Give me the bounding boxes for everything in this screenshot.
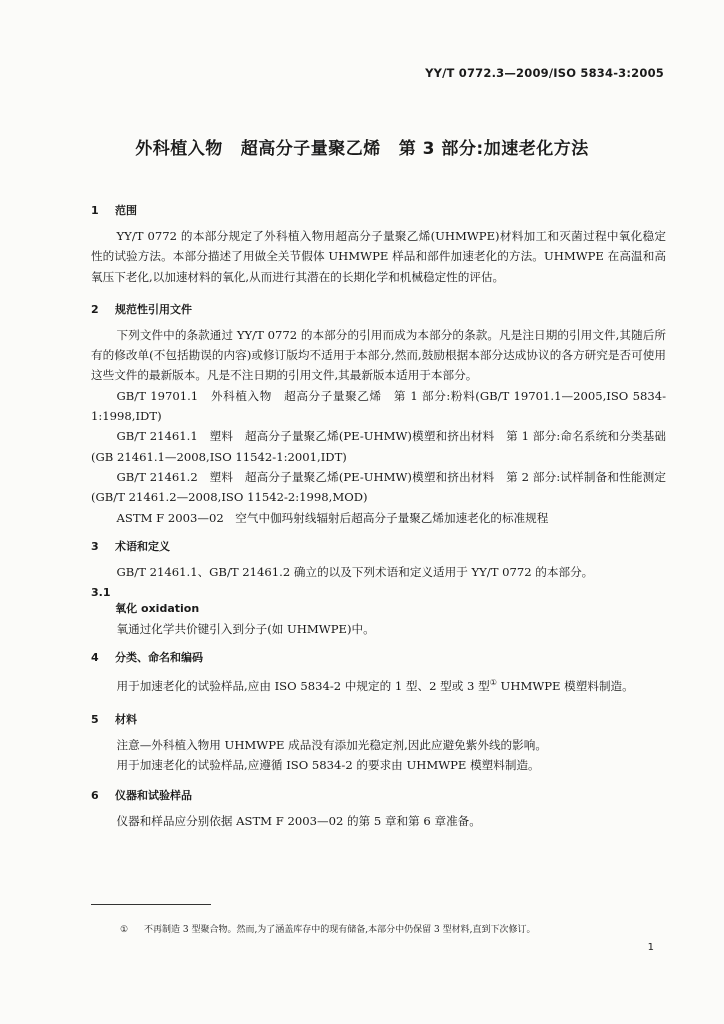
section-title: 范围 [115,204,137,217]
section-number: 2 [91,302,99,316]
footnote [120,922,666,935]
section-2-paragraph: 下列文件中的条款通过 YY/T 0772 的本部分的引用而成为本部分的条款。凡是注日期的引用文件,其随后所有的修改单(不包括勘误的内容)或修订版均不适用于本部分,然而,鼓励根据本部分达成协议的各方研究是否可使用这些文件的最新版本。凡是不注日期的引用文件,其最新版本适用于本部分。 [91,327,666,383]
section-6-heading [91,787,666,803]
title-part-1: 外科植入物 [135,139,223,159]
reference-item: GB/T 21461.2 塑料 超高分子量聚乙烯(PE-UHMW)模塑和挤出材料 第 2 部分:试样制备和性能测定(GB/T 21461.2—2008,ISO 11542-2:1998,MOD) [91,469,666,505]
paragraph-text: UHMWPE 模塑料制造。 [496,679,634,694]
section-5-paragraph: 用于加速老化的试验样品,应遵循 ISO 5834-2 的要求由 UHMWPE 模塑料制造。 [116,757,540,772]
term-entry: 氧化 oxidation [115,602,200,616]
section-3-heading [91,538,666,554]
reference-item: ASTM F 2003—02 空气中伽玛射线辐射后超高分子量聚乙烯加速老化的标准规程 [116,510,549,525]
section-6-paragraph: 仪器和样品应分别依据 ASTM F 2003—02 的第 5 章和第 6 章准备。 [116,814,481,829]
section-number: 4 [91,651,99,665]
term-definition: 氧通过化学共价键引入到分子(如 UHMWPE)中。 [116,622,375,637]
footnote-text: 不再制造 3 型聚合物。然而,为了涵盖库存中的现有储备,本部分中仍保留 3 型材料,直到下次修订。 [144,925,536,935]
section-5-heading [91,711,666,727]
section-number: 1 [91,204,99,217]
section-title: 材料 [115,712,137,726]
section-title: 仪器和试验样品 [115,789,192,803]
section-1-paragraph: YY/T 0772 的本部分规定了外科植入物用超高分子量聚乙烯(UHMWPE)材料加工和灭菌过程中氧化稳定性的试验方法。本部分描述了用做全关节假体 UHMWPE 样品和部件加速老化的方法。UHMWPE 在高温和高氧压下老化,以加速材料的氧化,从而进行其潜在的长期化学和机械稳定性的评估。 [91,229,666,284]
reference-item: GB/T 19701.1 外科植入物 超高分子量聚乙烯 第 1 部分:粉料(GB/T 19701.1—2005,ISO 5834-1:1998,IDT) [91,388,666,424]
section-title: 分类、命名和编码 [115,651,203,665]
section-4-paragraph [91,673,666,696]
document-body [91,202,666,832]
section-number: 5 [91,712,99,726]
section-title: 术语和定义 [115,539,170,553]
reference-item: GB/T 21461.1 塑料 超高分子量聚乙烯(PE-UHMW)模塑和挤出材料 第 1 部分:命名系统和分类基础(GB 21461.1—2008,ISO 11542-1:2001,IDT) [91,429,666,464]
paragraph-text: 用于加速老化的试验样品,应由 ISO 5834-2 中规定的 1 型、2 型或 3 型 [116,679,490,694]
section-number: 6 [91,789,99,803]
subsection-number: 3.1 [91,586,111,600]
document-title [0,134,724,159]
page-number: 1 [647,942,654,953]
section-2-heading [91,301,666,317]
footnote-mark: ① [120,925,129,935]
title-part-3: 第 3 部分:加速老化方法 [398,139,589,159]
section-3-paragraph: GB/T 21461.1、GB/T 21461.2 确立的以及下列术语和定义适用于 YY/T 0772 的本部分。 [116,564,594,579]
footnote-reference[interactable]: ① [489,678,497,688]
section-4-heading [91,649,666,665]
section-5-paragraph: 注意—外科植入物用 UHMWPE 成品没有添加光稳定剂,因此应避免紫外线的影响。 [116,737,547,752]
title-part-2: 超高分子量聚乙烯 [240,139,381,159]
section-1-heading [91,202,666,218]
section-title: 规范性引用文件 [115,302,192,316]
section-number: 3 [91,539,99,553]
standard-number: YY/T 0772.3—2009/ISO 5834-3:2005 [425,66,664,80]
footnote-divider [91,904,211,905]
